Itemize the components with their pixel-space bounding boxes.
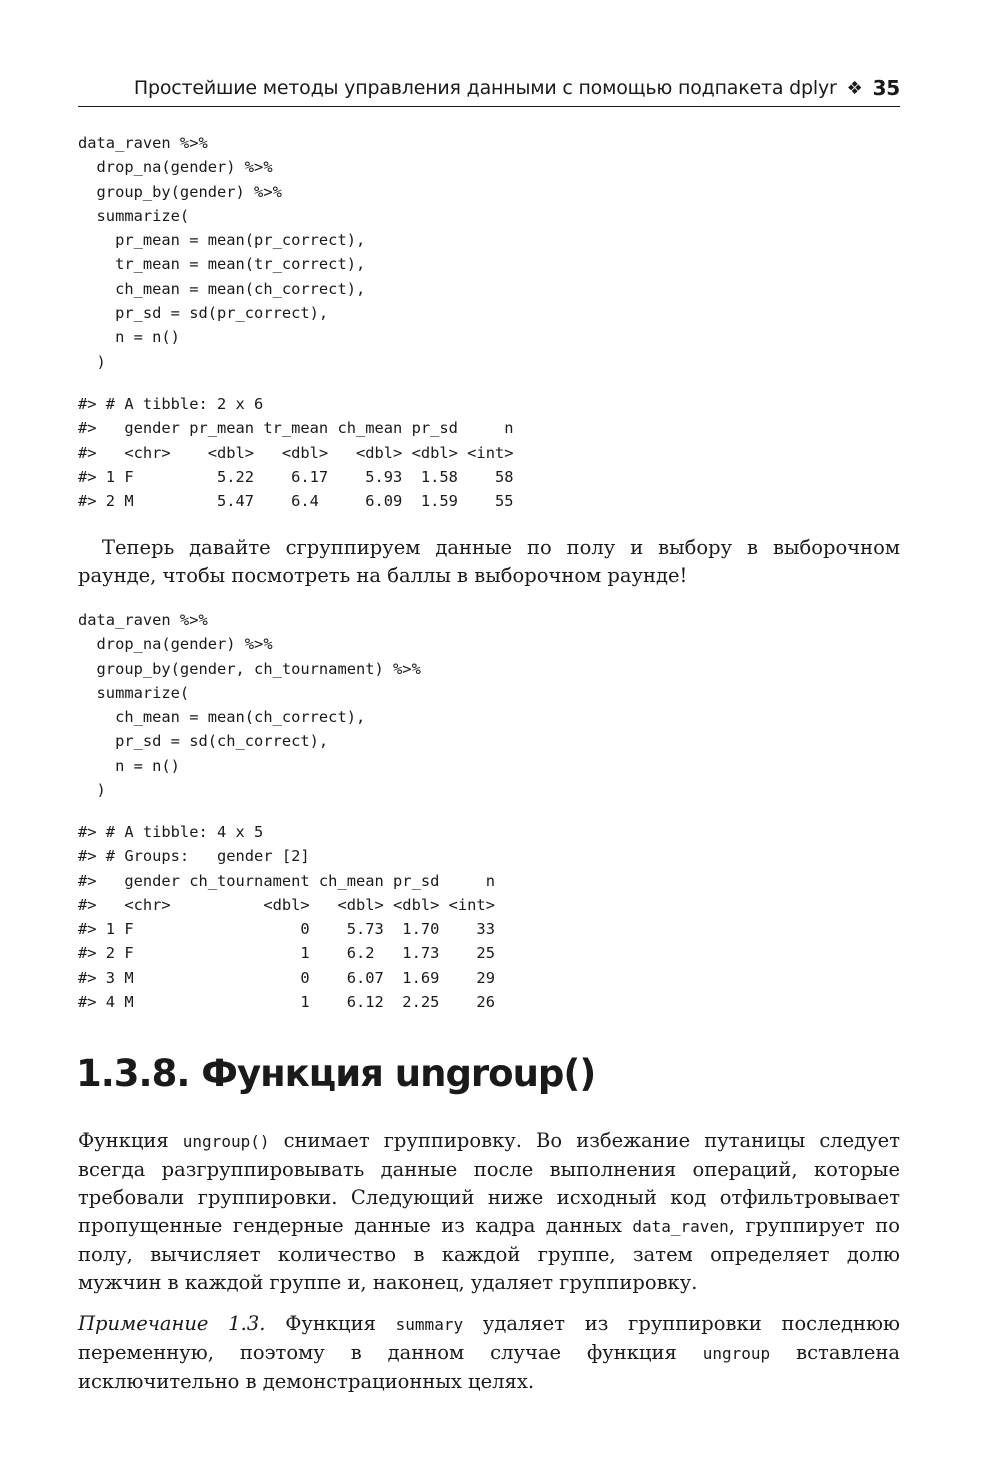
ornament-icon: ❖: [846, 77, 863, 99]
inline-code: summary: [395, 1315, 464, 1334]
inline-code: ungroup(): [182, 1132, 270, 1151]
section-heading: 1.3.8. Функция ungroup(): [76, 1052, 596, 1095]
paragraph-text: Функция: [78, 1129, 183, 1152]
note-label: Примечание 1.3.: [78, 1312, 266, 1335]
output-block-tibble-4x5: #> # A tibble: 4 x 5 #> # Groups: gender [2] #> gender ch_tournament ch_mean pr_sd n #> <chr> <dbl> <dbl> <dbl> <int> #> 1 F 0 5.73 1.70 33 #> 2 F 1 6.2 1.73 25 #> 3 M 0 6.07 1.69 29 #> 4 M 1 6.12 2.25 26: [78, 823, 495, 1012]
note-text: Функция: [265, 1312, 396, 1335]
note-paragraph: [78, 1310, 900, 1396]
header-title: Простейшие методы управления данными с помощью подпакета dplyr: [133, 77, 837, 99]
body-paragraph-group-by-tournament: Теперь давайте сгруппируем данные по полу и выбору в выборочном раунде, чтобы посмотреть на баллы в выборочном раунде!: [78, 536, 900, 587]
output-block-tibble-2x6: #> # A tibble: 2 x 6 #> gender pr_mean tr_mean ch_mean pr_sd n #> <chr> <dbl> <dbl> <dbl> <dbl> <int> #> 1 F 5.22 6.17 5.93 1.58 58 #> 2 M 5.47 6.4 6.09 1.59 55: [78, 395, 514, 511]
running-header: [78, 70, 900, 107]
inline-code: ungroup: [702, 1344, 771, 1363]
code-block-summarize-by-gender: data_raven %>% drop_na(gender) %>% group_by(gender) %>% summarize( pr_mean = mean(pr_correct), tr_mean = mean(tr_correct), ch_mean = mean(ch_correct), pr_sd = sd(pr_correct), n = n() ): [78, 134, 366, 371]
paragraph-text: снимает группировку. Во избежание путаницы следует всегда разгруппировывать данные после выполнения операций, которые требовали группировки. Следующий ниже исходный код отфильтровывает пропущенные гендерные данные из кадра данных: [78, 1129, 900, 1237]
body-paragraph-ungroup: [78, 1127, 900, 1297]
code-block-summarize-by-gender-tournament: data_raven %>% drop_na(gender) %>% group_by(gender, ch_tournament) %>% summarize( ch_mean = mean(ch_correct), pr_sd = sd(ch_correct), n = n() ): [78, 611, 421, 800]
note-text: удаляет из группировки последнюю переменную, поэтому в данном случае функция: [78, 1312, 900, 1364]
page-number: 35: [872, 76, 900, 100]
note-text: вставлена исключительно в демонстрационных целях.: [78, 1341, 900, 1393]
paragraph-text: , группирует по полу, вычисляет количество в каждой группе, затем определяет долю мужчин в каждой группе и, наконец, удаляет группировку.: [78, 1214, 900, 1294]
inline-code: data_raven: [632, 1217, 729, 1236]
